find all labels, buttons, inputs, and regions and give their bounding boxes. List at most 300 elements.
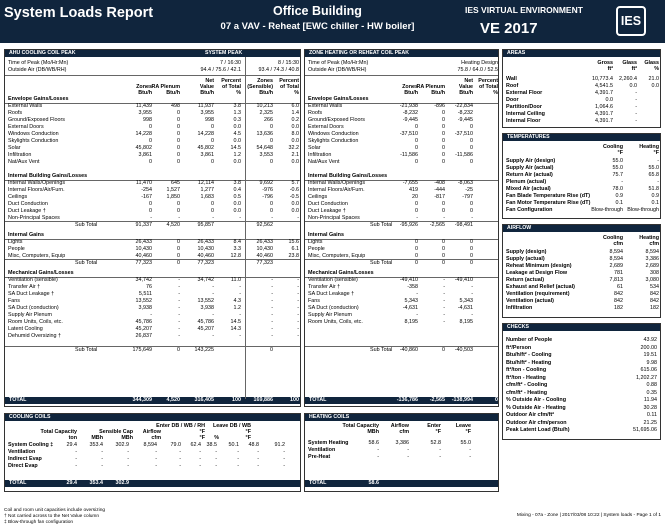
- column-header: RA Plenum: [416, 84, 445, 90]
- load-row-label: Solar: [308, 145, 321, 151]
- load-row-value: 13,552: [135, 298, 152, 304]
- load-row-value: -49,410: [454, 277, 473, 283]
- coil-row-value: -: [257, 449, 259, 455]
- load-row-label: Supply Air Plenum: [308, 312, 353, 318]
- column-header: %: [493, 90, 498, 96]
- subtotal-value: 0: [177, 260, 180, 266]
- load-row-value: -: [178, 215, 180, 221]
- load-row-value: -49,410: [399, 277, 418, 283]
- coil-column-header: °F: [465, 429, 471, 435]
- load-row-label: SA Duct (conduction): [8, 305, 59, 311]
- load-row-value: 0: [470, 246, 473, 252]
- section-heading: Mechanical Gains/Losses: [308, 270, 374, 276]
- coil-row-value: -: [407, 447, 409, 453]
- load-row-value: 12,114: [197, 180, 214, 186]
- load-row-value: 0: [149, 201, 152, 207]
- load-row-value: 419: [409, 187, 418, 193]
- load-row-value: 26,837: [135, 333, 152, 339]
- airflow-row-value: 61: [617, 284, 623, 290]
- load-row-value: 45,802: [135, 145, 152, 151]
- load-row-value: 6.1: [291, 246, 299, 252]
- load-row-label: SA Duct (conduction): [308, 305, 359, 311]
- checks-row-value: 615.06: [640, 367, 657, 373]
- load-row-value: 0: [270, 159, 273, 165]
- subtotal-value: 77,323: [256, 260, 273, 266]
- subtotal-value: 95,857: [197, 222, 214, 228]
- load-row-value: 3.8: [233, 103, 241, 109]
- coil-row-value: 48.8: [248, 442, 259, 448]
- load-row-value: 3,861: [200, 152, 214, 158]
- load-row-value: -: [297, 298, 299, 304]
- load-row-value: -: [443, 305, 445, 311]
- load-row-value: 32.2: [288, 145, 299, 151]
- airflow-row-value: 3,386: [645, 256, 659, 262]
- checks-row-value: 11.94: [643, 397, 657, 403]
- total-value: 58.6: [368, 480, 379, 486]
- areas-row-label: Roof: [506, 83, 519, 89]
- load-row-value: 0.2: [291, 117, 299, 123]
- report-header: [0, 0, 665, 43]
- load-row-value: -167: [141, 194, 152, 200]
- load-row-value: 45,207: [135, 326, 152, 332]
- airflow-row-label: Ventilation (actual): [506, 298, 554, 304]
- load-row-value: -: [239, 215, 241, 221]
- temperatures-row-label: Fan Motor Temperature Rise (dT): [506, 200, 591, 206]
- temperatures-row-value: 65.8: [648, 172, 659, 178]
- load-row-value: -: [297, 284, 299, 290]
- load-row-value: -: [471, 215, 473, 221]
- coil-column-header: Enter: [427, 423, 441, 429]
- load-row-value: 9,692: [259, 180, 273, 186]
- system-peak-time-value: 8 / 15:30: [278, 60, 299, 66]
- temperatures-title: TEMPERATURES: [507, 134, 550, 140]
- checks-row-label: Btu/h/ft² - Cooling: [506, 352, 552, 358]
- load-row-value: 0: [442, 239, 445, 245]
- load-row-label: Dehumid Oversizing †: [8, 333, 62, 339]
- load-row-value: 14.5: [230, 319, 241, 325]
- load-row-value: 10,430: [197, 246, 214, 252]
- airflow-row-label: Infiltration: [506, 305, 533, 311]
- areas-row-value: 4,391.7: [595, 90, 613, 96]
- load-row-value: 266: [264, 117, 273, 123]
- load-row-value: 0: [415, 124, 418, 130]
- load-row-value: 0: [442, 124, 445, 130]
- subtotal-value: -95,926: [399, 222, 418, 228]
- column-header: Btu/h: [200, 90, 214, 96]
- load-row-value: 1.4: [291, 110, 299, 116]
- load-row-value: -: [297, 277, 299, 283]
- load-row-value: 0: [442, 117, 445, 123]
- subtotal-value: 0: [415, 260, 418, 266]
- coil-row-value: -: [283, 463, 285, 469]
- checks-row-label: ft²/ton - Heating: [506, 374, 546, 381]
- load-row-label: Solar: [8, 145, 21, 151]
- heating-peak-bar: [305, 50, 498, 57]
- load-row-label: Internal Walls/Openings: [308, 180, 366, 186]
- coil-row-value: -: [215, 463, 217, 469]
- column-header: RA Plenum: [151, 84, 180, 90]
- load-row-label: Supply Air Plenum: [8, 312, 53, 318]
- load-row-value: 3,938: [138, 305, 152, 311]
- load-row-value: -: [443, 277, 445, 283]
- areas-row-value: 0.0: [651, 83, 659, 89]
- load-row-value: 0: [442, 201, 445, 207]
- load-row-value: -: [178, 319, 180, 325]
- coil-row-value: 8,594: [143, 442, 157, 448]
- load-row-value: -: [178, 333, 180, 339]
- checks-row-value: 51,695.06: [633, 427, 657, 433]
- load-row-label: Nat/Aux Vent: [308, 159, 340, 165]
- subtotal-value: 77,323: [135, 260, 152, 266]
- load-row-value: 0.0: [291, 208, 299, 214]
- coil-column-header: Enter DB / WB / RH: [156, 423, 205, 429]
- load-row-value: 0: [470, 159, 473, 165]
- load-row-label: Lights: [8, 239, 23, 245]
- load-row-value: 0: [177, 131, 180, 137]
- coil-column-header: Airflow: [142, 429, 161, 435]
- load-row-value: -: [178, 277, 180, 283]
- coil-row-value: -: [127, 463, 129, 469]
- areas-column-header: ft²: [631, 66, 637, 72]
- column-header: Zones: [136, 84, 152, 90]
- coil-row-value: -: [469, 454, 471, 460]
- airflow-row-label: Ventilation (requirement): [506, 291, 570, 297]
- load-row-label: Ceilings: [8, 194, 28, 200]
- load-row-value: -: [212, 291, 214, 297]
- load-row-value: -: [471, 284, 473, 290]
- ies-logo: IES: [616, 6, 646, 36]
- coil-row-value: -: [237, 456, 239, 462]
- load-row-value: -: [150, 215, 152, 221]
- time-of-peak-label: Time of Peak (Mo/Hr:Mn): [308, 60, 369, 66]
- coil-row-value: -: [101, 449, 103, 455]
- cooling-peak-bar: [5, 50, 300, 57]
- load-row-value: 0: [177, 208, 180, 214]
- load-row-value: 34,742: [135, 277, 152, 283]
- subtotal-value: -40,860: [399, 347, 418, 353]
- load-row-value: 8.4: [233, 239, 241, 245]
- temperatures-row-value: 0.9: [651, 193, 659, 199]
- load-row-value: 0: [470, 253, 473, 259]
- checks-row-label: cfm/ft² - Cooling: [506, 382, 548, 388]
- subtotal-value: 0: [470, 260, 473, 266]
- system-peak-outside-air-value: 93.4 / 74.3 / 40.8: [258, 67, 299, 73]
- load-row-value: -22,834: [454, 103, 473, 109]
- load-row-value: -: [297, 319, 299, 325]
- coil-row-value: 50.1: [228, 442, 239, 448]
- cooling-coils-panel: [4, 413, 301, 492]
- coil-row-value: 79.0: [170, 442, 181, 448]
- load-row-value: 40,460: [256, 253, 273, 259]
- load-row-value: 26,433: [135, 239, 152, 245]
- airflow-row-value: 534: [650, 284, 659, 290]
- coil-row-value: -: [155, 449, 157, 455]
- load-row-label: Fans: [308, 298, 320, 304]
- load-row-label: People: [308, 246, 325, 252]
- column-header: Cooling: [602, 144, 623, 150]
- airflow-row-label: Supply (design): [506, 249, 547, 255]
- column-header: Percent: [221, 78, 241, 84]
- load-row-value: 20: [412, 194, 418, 200]
- load-row-value: -: [239, 284, 241, 290]
- load-row-value: 0.4: [233, 187, 241, 193]
- coil-row-value: -: [257, 463, 259, 469]
- checks-row-value: 0.35: [646, 389, 657, 396]
- temperatures-row-value: 55.0: [612, 158, 623, 164]
- load-row-value: -408: [434, 180, 445, 186]
- coil-column-header: MBh: [121, 435, 133, 441]
- subtotal-value: -40,503: [454, 347, 473, 353]
- areas-row-label: External Floor: [506, 90, 543, 96]
- load-row-label: Non-Principal Spaces: [308, 215, 360, 221]
- coil-row-value: 38.5: [206, 442, 217, 448]
- load-row-label: Internal Floors/Air/Furn.: [8, 187, 65, 193]
- temperatures-row-label: Mixed Air (actual): [506, 186, 551, 192]
- coil-row-value: -: [101, 463, 103, 469]
- load-row-value: -: [271, 305, 273, 311]
- load-row-value: -: [178, 291, 180, 297]
- coil-row-value: -: [75, 456, 77, 462]
- coil-row-label: System Heating: [308, 440, 349, 446]
- load-row-value: 0.0: [233, 201, 241, 207]
- load-row-value: 11,470: [135, 180, 152, 186]
- column-header: Percent: [279, 78, 299, 84]
- divider-line: [5, 75, 301, 76]
- column-header: Cooling: [602, 235, 623, 241]
- load-row-value: 998: [205, 117, 214, 123]
- airflow-row-value: 2,689: [645, 263, 659, 269]
- load-row-value: 0.0: [291, 138, 299, 144]
- areas-row-value: 1,064.6: [595, 104, 613, 110]
- load-row-value: -: [271, 298, 273, 304]
- column-header: Btu/h: [166, 90, 180, 96]
- load-row-label: Ground/Exposed Floors: [8, 117, 65, 123]
- load-row-value: 0: [211, 124, 214, 130]
- load-row-value: 0: [442, 246, 445, 252]
- load-row-value: 0: [470, 201, 473, 207]
- outside-air-value: 75.8 / 64.0 / 52.5: [457, 67, 498, 73]
- load-row-value: -: [471, 312, 473, 318]
- load-row-value: -: [416, 291, 418, 297]
- load-row-value: 0: [470, 138, 473, 144]
- load-row-value: 0: [177, 253, 180, 259]
- load-row-value: 645: [171, 180, 180, 186]
- subtotal-label: Sub Total: [370, 222, 393, 228]
- heating-peak-panel: [304, 49, 499, 407]
- areas-row-label: Internal Ceiling: [506, 111, 545, 117]
- subtotal-value: 0: [177, 347, 180, 353]
- load-row-value: -8,063: [457, 180, 473, 186]
- load-row-value: 23.8: [288, 253, 299, 259]
- load-row-value: 0: [442, 145, 445, 151]
- cooling-coils-bar: [5, 414, 300, 421]
- load-row-value: -976: [262, 187, 273, 193]
- areas-column-header: Glass: [622, 60, 637, 66]
- cooling-coils-title: COOLING COILS: [9, 414, 51, 420]
- column-header: Value: [458, 84, 473, 90]
- total-value: 344,309: [132, 397, 152, 403]
- column-header: cfm: [649, 241, 659, 247]
- load-row-value: 0: [177, 145, 180, 151]
- load-row-label: People: [8, 246, 25, 252]
- load-row-value: 0: [177, 152, 180, 158]
- load-row-value: 45,786: [135, 319, 152, 325]
- load-row-value: 0: [442, 110, 445, 116]
- load-row-value: 13,636: [256, 131, 273, 137]
- temperatures-row-value: 0.1: [651, 200, 659, 206]
- load-row-value: -: [178, 305, 180, 311]
- column-header: %: [294, 90, 299, 96]
- airflow-row-value: 781: [614, 270, 623, 276]
- load-row-value: 1,277: [200, 187, 214, 193]
- load-row-value: -: [443, 298, 445, 304]
- coil-row-value: -: [237, 449, 239, 455]
- load-row-value: 4.5: [233, 131, 241, 137]
- section-heading: Internal Gains: [308, 232, 344, 238]
- load-row-value: -: [212, 215, 214, 221]
- load-row-value: 0: [415, 253, 418, 259]
- areas-row-value: 4,391.7: [595, 118, 613, 124]
- load-row-value: 0.0: [233, 208, 241, 214]
- load-row-value: 0: [149, 138, 152, 144]
- coil-column-header: Total Capacity: [40, 429, 77, 435]
- load-row-value: 0: [177, 138, 180, 144]
- airflow-row-value: 7,813: [609, 277, 623, 283]
- load-row-value: 5,511: [138, 291, 152, 297]
- load-row-value: 0: [177, 124, 180, 130]
- section-heading: Mechanical Gains/Losses: [8, 270, 74, 276]
- areas-row-label: Partition/Door: [506, 104, 542, 110]
- load-row-value: 0.0: [233, 159, 241, 165]
- coil-row-value: 302.9: [115, 442, 129, 448]
- load-row-value: -4,631: [402, 305, 418, 311]
- coil-row-value: -: [179, 456, 181, 462]
- areas-title: AREAS: [507, 50, 526, 56]
- temperatures-row-value: -: [657, 179, 659, 185]
- section-heading: Envelope Gains/Losses: [8, 96, 69, 102]
- load-row-value: 10,213: [256, 103, 273, 109]
- load-row-value: -9,445: [402, 117, 418, 123]
- coil-column-header: cfm: [151, 435, 161, 441]
- version-label: VE 2017: [480, 20, 538, 37]
- subtotal-value: 0: [442, 260, 445, 266]
- subtotal-label: Sub Total: [75, 347, 98, 353]
- coil-row-value: -: [75, 449, 77, 455]
- load-row-value: 0: [415, 239, 418, 245]
- load-row-value: -: [239, 291, 241, 297]
- load-row-value: 0.0: [233, 138, 241, 144]
- checks-row-value: 30.28: [643, 404, 657, 411]
- areas-row-label: Internal Floor: [506, 118, 541, 124]
- load-row-value: 34,742: [197, 277, 214, 283]
- total-row: [305, 397, 499, 404]
- load-row-value: -9,445: [457, 117, 473, 123]
- temperatures-row-value: 75.7: [612, 172, 623, 178]
- time-of-peak-label: Time of Peak (Mo/Hr:Mn): [8, 60, 69, 66]
- load-row-value: 0: [470, 145, 473, 151]
- load-row-value: -444: [434, 187, 445, 193]
- load-row-value: 1,683: [200, 194, 214, 200]
- load-row-value: -: [297, 215, 299, 221]
- load-row-value: -8,232: [402, 110, 418, 116]
- column-header: Percent: [478, 78, 498, 84]
- airflow-row-value: 308: [650, 270, 659, 276]
- load-row-value: 0: [270, 124, 273, 130]
- coil-row-value: -: [439, 447, 441, 453]
- load-row-value: -: [271, 312, 273, 318]
- airflow-bar: [503, 225, 660, 232]
- total-value: 100: [232, 397, 241, 403]
- load-row-value: 0: [415, 145, 418, 151]
- load-row-value: 26,433: [256, 239, 273, 245]
- load-row-value: 14.5: [230, 145, 241, 151]
- load-row-value: 11,937: [197, 103, 214, 109]
- areas-row-value: -: [635, 97, 637, 103]
- footnote-oversizing: Coil and room unit capacities include oversizing: [4, 508, 106, 513]
- temperatures-panel: [502, 133, 661, 219]
- load-row-label: Infiltration: [308, 152, 332, 158]
- airflow-row-label: Exhaust and Relief (actual): [506, 284, 575, 290]
- load-row-value: 0: [470, 124, 473, 130]
- load-row-value: 45,802: [197, 145, 214, 151]
- load-row-value: 0: [415, 208, 418, 214]
- coil-row-value: 62.4: [190, 442, 201, 448]
- coil-row-value: -: [101, 456, 103, 462]
- load-row-value: -896: [434, 103, 445, 109]
- load-row-label: Internal Walls/Openings: [8, 180, 66, 186]
- coil-row-value: -: [179, 449, 181, 455]
- airflow-panel: [502, 224, 661, 318]
- load-row-value: 1,850: [166, 194, 180, 200]
- load-row-label: External Walls: [308, 103, 343, 109]
- coil-column-header: ton: [68, 435, 77, 441]
- coil-row-value: -: [155, 463, 157, 469]
- checks-row-value: 19.51: [643, 352, 657, 358]
- total-value: -2,565: [429, 397, 445, 403]
- load-row-value: 54,648: [256, 145, 273, 151]
- total-value: 29.4: [66, 480, 77, 486]
- load-row-label: Ventilation (sensible): [308, 277, 358, 283]
- total-label: TOTAL: [309, 397, 327, 403]
- coil-row-value: -: [439, 454, 441, 460]
- total-value: 169,886: [253, 397, 273, 403]
- load-row-value: -: [443, 319, 445, 325]
- load-row-value: -817: [434, 194, 445, 200]
- load-row-value: -: [443, 291, 445, 297]
- load-row-value: -: [178, 312, 180, 318]
- subtotal-value: 0: [442, 347, 445, 353]
- coil-row-label: Ventilation: [308, 447, 336, 453]
- checks-row-label: % Outside Air - Cooling: [506, 397, 566, 403]
- coil-column-header: Leave DB / WB: [212, 423, 251, 429]
- airflow-row-value: 8,594: [609, 249, 623, 255]
- coil-row-label: Pre-Heat: [308, 454, 331, 460]
- total-value: 0: [495, 397, 498, 403]
- temperatures-row-label: Plenum (actual): [506, 179, 547, 185]
- coil-row-value: -: [215, 449, 217, 455]
- load-row-value: 0: [149, 124, 152, 130]
- checks-row-value: 21.25: [643, 419, 657, 426]
- load-row-label: Skylights Conduction: [8, 138, 59, 144]
- checks-row-label: % Outside Air - Heating: [506, 404, 566, 411]
- brand-name: IES VIRTUAL ENVIRONMENT: [465, 5, 583, 15]
- load-row-value: -: [271, 333, 273, 339]
- subtotal-value: 92,562: [256, 222, 273, 228]
- subtotal-value: 143,225: [194, 347, 214, 353]
- heating-coils-title: HEATING COILS: [309, 414, 350, 420]
- coil-column-header: °F: [199, 429, 205, 435]
- footer-page-info: Mixing - 07a - Zone | 2017/03/08 10:22 | System loads - Page 1 of 1: [516, 513, 661, 518]
